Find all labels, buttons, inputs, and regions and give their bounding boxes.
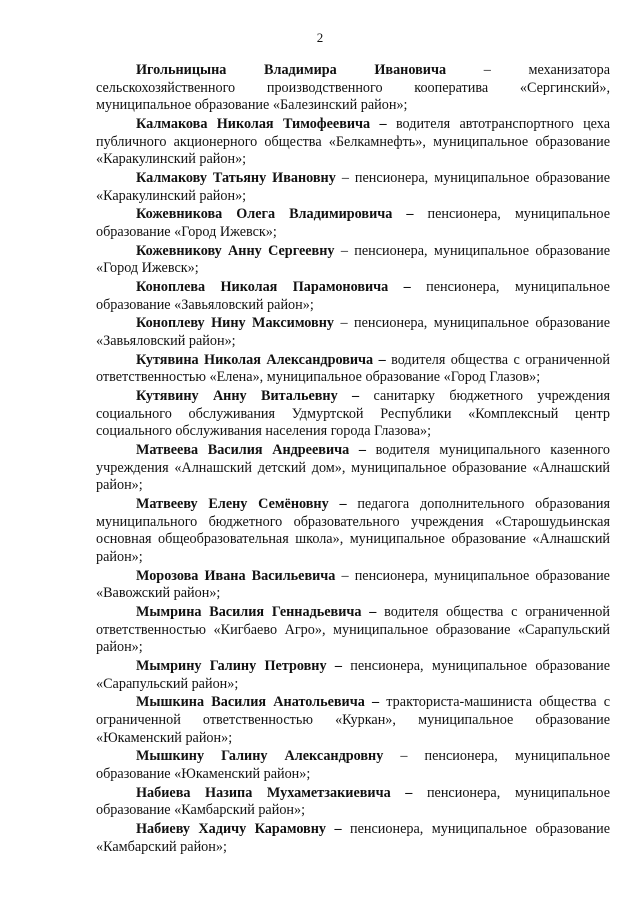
award-recipient-description: водителя автотранспортного цеха публичного акционерного общества «Белкамнефть», муниципальное образование «Каракулинский район»; xyxy=(96,115,610,168)
award-recipient-description: – пенсионера, муниципальное образование «Завьяловский район»; xyxy=(96,315,610,350)
award-recipient-description: водителя муниципального казенного учреждения «Алнашский детский дом», муниципальное образование «Алнашский район»; xyxy=(96,442,610,494)
award-recipient-name: Коноплева Николая Парамоновича – xyxy=(136,279,411,296)
award-recipient-name: Калмакова Николая Тимофеевича – xyxy=(136,115,387,132)
award-recipient-description: водителя общества с ограниченной ответственностью «Кигбаево Агро», муниципальное образование «Сарапульский район»; xyxy=(96,604,610,656)
list-item xyxy=(96,694,610,747)
list-item xyxy=(96,279,610,314)
document-body xyxy=(96,62,610,858)
award-recipient-description: пенсионера, муниципальное образование «Камбарский район»; xyxy=(96,821,610,855)
list-item xyxy=(96,352,610,387)
award-recipient-description: – пенсионера, муниципальное образование «Каракулинский район»; xyxy=(96,169,610,204)
award-recipient-description: – механизатора сельскохозяйственного производственного кооператива «Сергинский», муниципальное образование «Балезинский район»; xyxy=(96,62,610,114)
award-recipient-description: санитарку бюджетного учреждения социального обслуживания Удмуртской Республики «Комплексный центр социального обслуживания населения города Глазова»; xyxy=(96,388,611,440)
list-item xyxy=(96,568,610,603)
award-recipient-name: Мышкину Галину Александровну xyxy=(136,748,384,765)
award-recipient-description: педагога дополнительного образования муниципального бюджетного образовательного учреждения «Старошудьинская основная общеобразовательная школа», муниципальное образование «Алнашский район»; xyxy=(96,496,610,565)
award-recipient-description: пенсионера, муниципальное образование «Город Ижевск»; xyxy=(96,206,610,240)
list-item xyxy=(96,62,610,115)
award-recipient-description: пенсионера, муниципальное образование «Камбарский район»; xyxy=(96,784,610,819)
list-item xyxy=(96,243,610,278)
list-item xyxy=(96,442,610,495)
award-recipient-description: – пенсионера, муниципальное образование «Город Ижевск»; xyxy=(96,242,610,277)
list-item xyxy=(96,604,610,657)
award-recipient-name: Матвееву Елену Семёновну – xyxy=(136,496,347,513)
award-recipient-name: Игольницына Владимира Ивановича xyxy=(136,62,447,78)
list-item xyxy=(96,116,610,169)
award-recipient-name: Мышкина Василия Анатольевича – xyxy=(136,694,380,711)
award-recipient-name: Набиева Назипа Мухаметзакиевича – xyxy=(136,784,413,801)
list-item xyxy=(96,821,610,856)
award-recipient-description: – пенсионера, муниципальное образование «Юкаменский район»; xyxy=(96,748,610,782)
award-recipient-name: Калмакову Татьяну Ивановну xyxy=(136,169,336,186)
award-recipient-name: Коноплеву Нину Максимовну xyxy=(136,315,334,332)
page-number: 2 xyxy=(316,30,324,45)
award-recipient-name: Кожевникова Олега Владимировича – xyxy=(136,206,414,223)
award-recipient-name: Матвеева Василия Андреевича – xyxy=(136,442,366,459)
award-recipient-name: Мымрину Галину Петровну – xyxy=(136,658,342,675)
award-recipient-description: водителя общества с ограниченной ответственностью «Елена», муниципальное образование «Город Глазов»; xyxy=(96,351,610,386)
award-recipient-description: пенсионера, муниципальное образование «Сарапульский район»; xyxy=(96,658,610,692)
list-item xyxy=(96,206,610,241)
award-recipient-description: тракториста-машиниста общества с ограниченной ответственностью «Куркан», муниципальное образование «Юкаменский район»; xyxy=(96,694,610,746)
award-recipient-name: Мымрина Василия Геннадьевича – xyxy=(136,604,377,621)
list-item xyxy=(96,170,610,205)
list-item xyxy=(96,658,610,693)
award-recipient-name: Кутявина Николая Александровича – xyxy=(136,351,386,368)
award-recipient-name: Кожевникову Анну Сергеевну xyxy=(136,242,335,259)
award-recipient-description: – пенсионера, муниципальное образование «Вавожский район»; xyxy=(96,567,610,602)
list-item xyxy=(96,496,610,566)
award-recipient-name: Набиеву Хадичу Карамовну – xyxy=(136,821,342,838)
list-item xyxy=(96,388,610,441)
award-recipient-name: Кутявину Анну Витальевну – xyxy=(136,388,360,405)
award-recipient-name: Морозова Ивана Васильевича xyxy=(136,567,336,584)
list-item xyxy=(96,785,610,820)
list-item xyxy=(96,748,610,783)
award-recipient-description: пенсионера, муниципальное образование «Завьяловский район»; xyxy=(96,279,610,313)
list-item xyxy=(96,315,610,350)
